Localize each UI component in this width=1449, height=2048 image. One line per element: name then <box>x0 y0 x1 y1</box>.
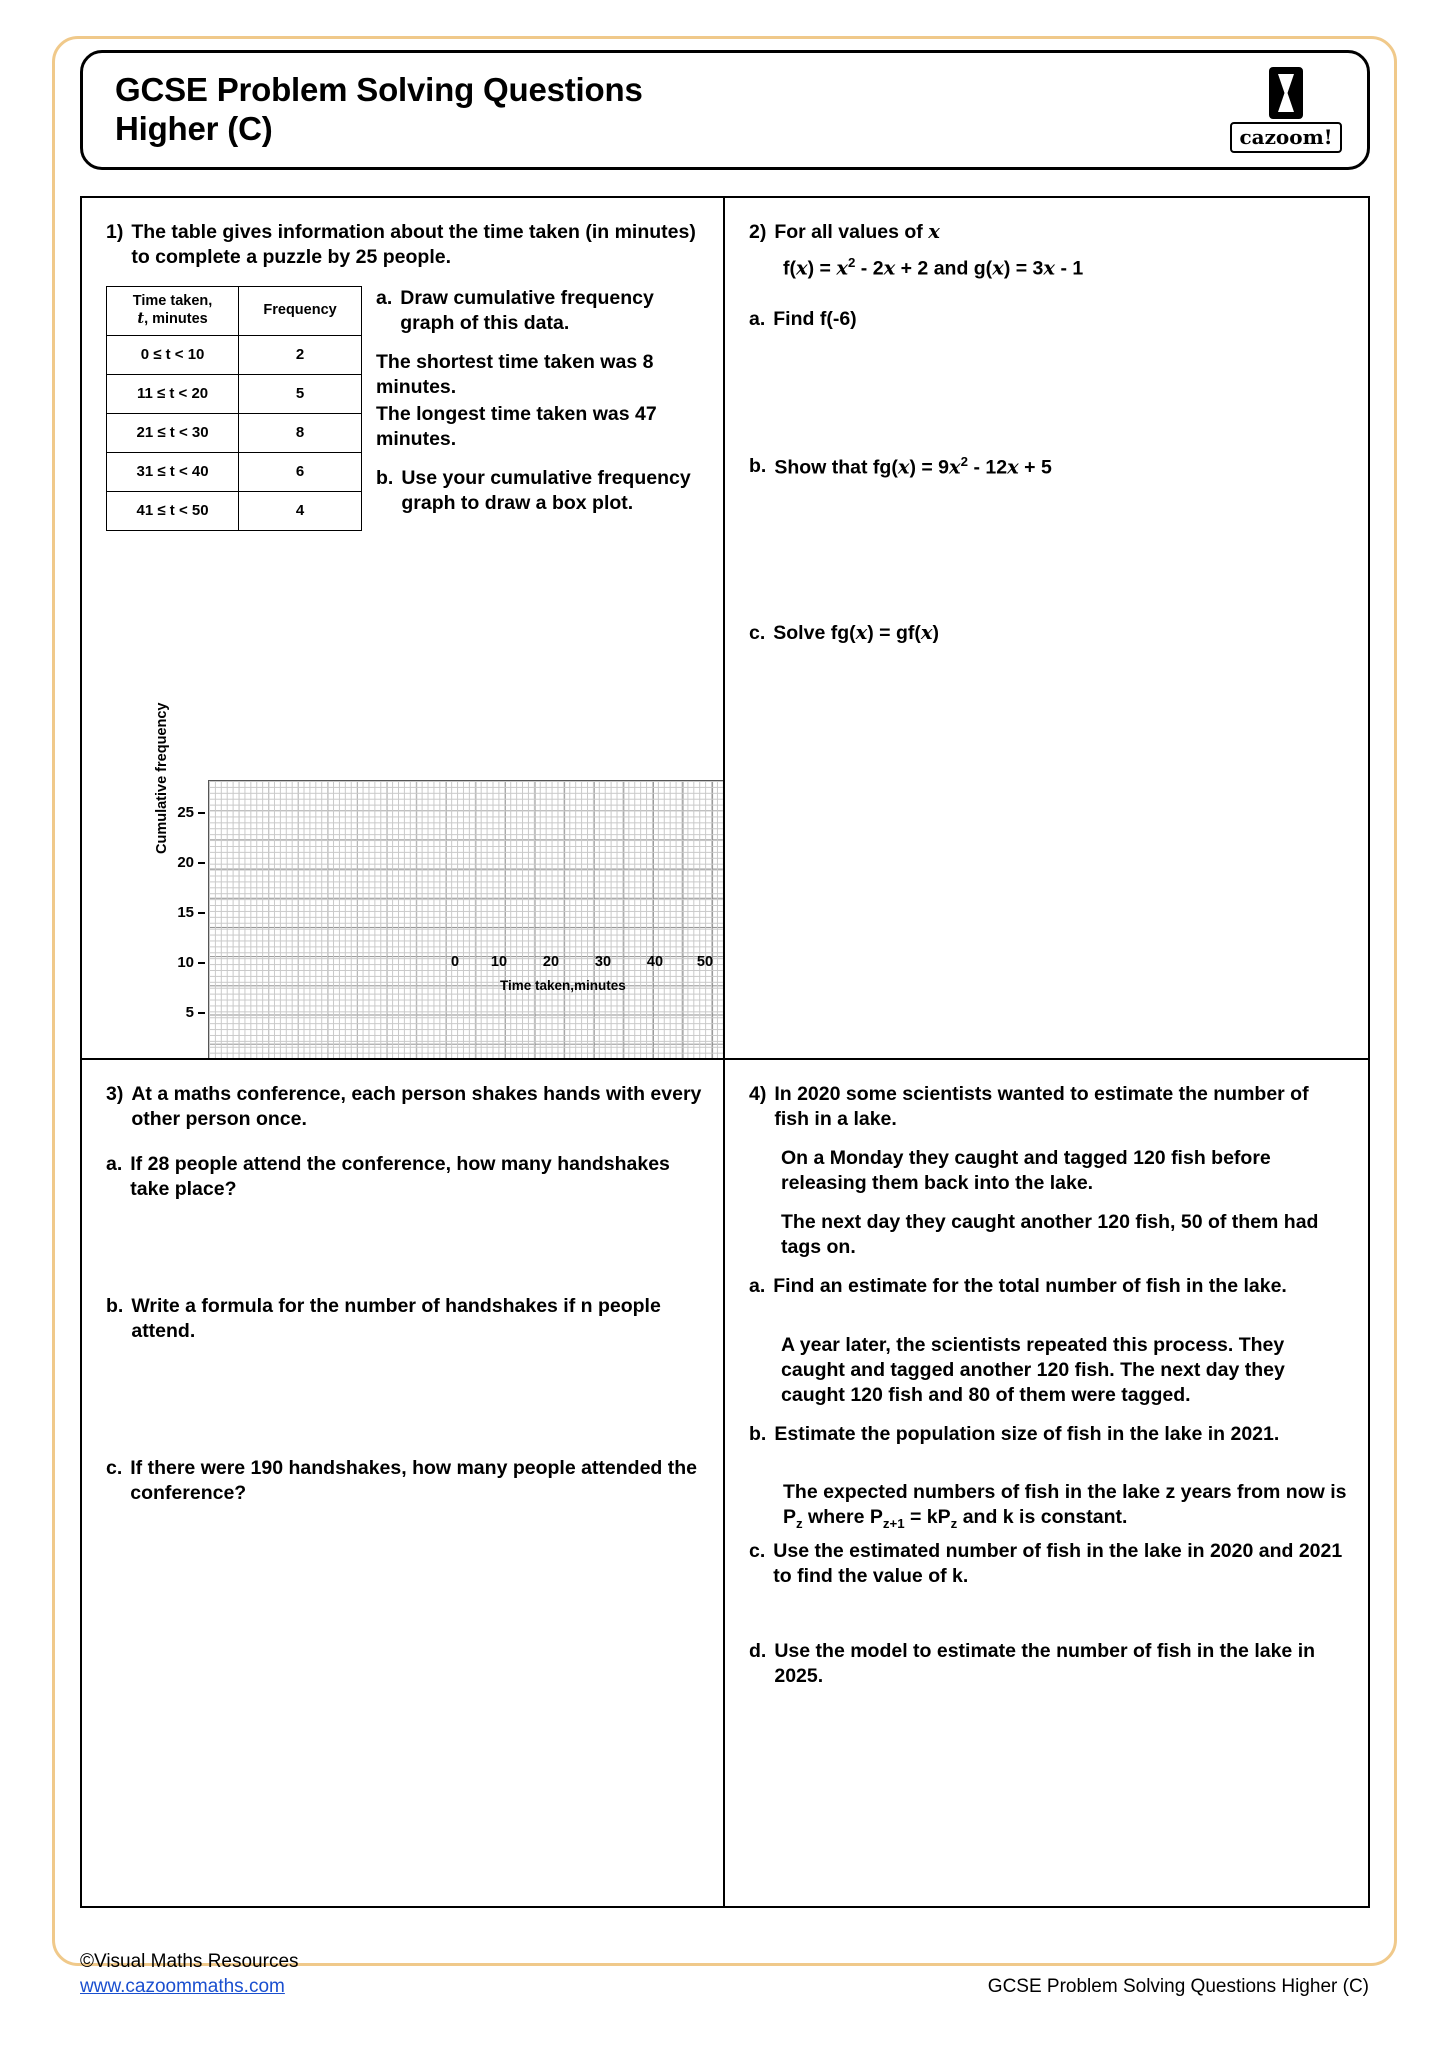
interval-cell: 31 ≤ t < 40 <box>107 452 239 491</box>
question-3-stem <box>106 1082 703 1132</box>
table-header-row <box>107 286 362 335</box>
hourglass-icon <box>1269 67 1303 119</box>
y-tickmark-20 <box>198 862 205 864</box>
part-b-text: Show that $fg(x) = 9x^2 - 12x + 5$ <box>774 454 1052 479</box>
part-a-text: Find an estimate for the total number of fish in the lake. <box>773 1274 1287 1297</box>
part-a-text: Find f(-6) <box>773 308 857 331</box>
question-1-note-2: The longest time taken was 47 minutes. <box>376 402 657 450</box>
question-1-part-b <box>376 466 703 516</box>
y-tick-25: 25 <box>177 804 194 821</box>
part-a-label: a. <box>106 1152 123 1175</box>
question-2-part-a <box>749 307 1348 332</box>
question-2-functions: $f(x) = x^2 - 2x + 2$ and g(x) = 3x - 1 <box>783 254 1084 280</box>
part-b-text: Use your cumulative frequency graph to draw a box plot. <box>401 466 691 514</box>
part-a-label: a. <box>376 286 393 309</box>
website-link[interactable]: www.cazoommaths.com <box>80 1976 285 1998</box>
footer-left <box>80 1949 299 2000</box>
info-4-mid-2: = kP <box>904 1506 951 1529</box>
question-4-cell <box>725 1060 1368 1906</box>
question-1-text: The table gives information about the time taken (in minutes) to complete a puzzle by 25 people. <box>131 221 696 268</box>
table-header-time-line1: Time taken, <box>132 292 213 309</box>
table-row <box>107 374 362 413</box>
info-4-sub-z: z <box>796 1516 803 1532</box>
y-tick-15: 15 <box>177 904 194 921</box>
question-3-part-a <box>106 1152 703 1202</box>
question-3-cell <box>82 1060 725 1906</box>
inner-x-tick-50: 50 <box>696 954 714 970</box>
table-row <box>107 452 362 491</box>
question-1-part-a <box>376 286 703 336</box>
question-2-cell <box>725 198 1368 1060</box>
inner-x-tick-20: 20 <box>542 954 560 970</box>
y-tickmark-10 <box>198 962 205 964</box>
logo-wordmark: cazoom! <box>1230 122 1341 153</box>
interval-cell: 21 ≤ t < 30 <box>107 413 239 452</box>
inner-x-tick-0: 0 <box>450 954 460 970</box>
part-b-label: b. <box>749 1422 767 1445</box>
question-4-text: In 2020 some scientists wanted to estimate the number of fish in a lake. <box>774 1083 1309 1130</box>
table-header-time-line2: t <box>137 310 145 328</box>
table-header-time: Time taken, t, minutes <box>107 286 239 335</box>
part-b-label: b. <box>749 455 767 478</box>
question-4-info-1: On a Monday they caught and tagged 120 fish before releasing them back into the lake. <box>781 1146 1271 1194</box>
y-axis-title: Cumulative frequency <box>154 702 170 854</box>
interval-cell: 0 ≤ t < 10 <box>107 335 239 374</box>
question-2-part-b <box>749 454 1348 480</box>
part-c-text: Solve fg(x) = gf(x) <box>773 620 940 644</box>
questions-grid <box>80 196 1370 1908</box>
question-3-part-c <box>106 1456 703 1506</box>
y-tick-20: 20 <box>177 854 194 871</box>
question-4-info-3: A year later, the scientists repeated this process. They caught and tagged another 120 fish. The next day they caught 120 fish and 80 of them were tagged. <box>781 1333 1285 1406</box>
inner-x-axis-label: Time taken,minutes <box>500 978 626 993</box>
question-1-cell <box>82 198 725 1060</box>
y-tickmark-15 <box>198 912 205 914</box>
question-1-body <box>106 286 703 531</box>
question-4-number: 4) <box>749 1083 767 1105</box>
cumulative-frequency-graph <box>154 702 725 1060</box>
footer-right: GCSE Problem Solving Questions Higher (C) <box>987 1976 1369 1997</box>
frequency-cell: 6 <box>239 452 362 491</box>
question-2-part-c <box>749 621 1348 646</box>
frequency-cell: 5 <box>239 374 362 413</box>
question-1-parts <box>376 286 703 516</box>
info-4-sub-z1: z+1 <box>882 1516 905 1532</box>
part-a-text: Draw cumulative frequency graph of this data. <box>400 286 654 334</box>
cazoom-logo <box>1231 67 1341 153</box>
page-title <box>115 71 643 149</box>
question-4-info-2: The next day they caught another 120 fish, 50 of them had tags on. <box>781 1210 1319 1258</box>
interval-cell: 41 ≤ t < 50 <box>107 491 239 530</box>
frequency-table <box>106 286 362 531</box>
y-tickmark-25 <box>198 812 205 814</box>
question-4-info-4 <box>783 1480 1348 1533</box>
part-c-label: c. <box>749 1540 766 1563</box>
frequency-cell: 4 <box>239 491 362 530</box>
part-a-text: If 28 people attend the conference, how many handshakes take place? <box>130 1152 670 1200</box>
part-b-label: b. <box>106 1294 124 1317</box>
table-row <box>107 413 362 452</box>
table-header-frequency: Frequency <box>239 286 362 335</box>
interval-cell: 11 ≤ t < 20 <box>107 374 239 413</box>
info-4-sub-z-2: z <box>950 1516 958 1532</box>
info-4-end: and k is constant. <box>957 1506 1128 1529</box>
y-tickmark-5 <box>198 1012 205 1014</box>
y-tick-5: 5 <box>185 1004 194 1021</box>
question-2-stem <box>749 220 1348 245</box>
question-1-number: 1) <box>106 221 124 243</box>
question-3-part-b <box>106 1294 703 1344</box>
part-c-label: c. <box>749 621 766 644</box>
question-2-number: 2) <box>749 221 767 243</box>
part-a-label: a. <box>749 308 766 331</box>
part-a-label: a. <box>749 1274 766 1297</box>
inner-x-tick-10: 10 <box>490 954 508 970</box>
question-4-part-c <box>749 1539 1348 1589</box>
worksheet-header <box>80 50 1370 170</box>
graph-grid <box>208 780 725 1060</box>
question-1-stem <box>106 220 703 270</box>
question-3-text: At a maths conference, each person shakes hands with every other person once. <box>131 1083 702 1130</box>
inner-x-tick-40: 40 <box>646 954 664 970</box>
info-4-pre: The expected numbers of fish in the lake z years from now is P <box>783 1481 1347 1529</box>
part-b-text: Estimate the population size of fish in the lake in 2021. <box>774 1422 1280 1445</box>
part-c-label: c. <box>106 1456 123 1479</box>
part-c-text: If there were 190 handshakes, how many people attended the conference? <box>130 1456 698 1504</box>
question-3-number: 3) <box>106 1083 124 1105</box>
table-row <box>107 335 362 374</box>
question-1-note-1: The shortest time taken was 8 minutes. <box>376 350 654 398</box>
question-4-part-d <box>749 1639 1348 1689</box>
title-line-1: GCSE Problem Solving Questions <box>115 71 643 109</box>
frequency-cell: 8 <box>239 413 362 452</box>
part-b-text: Write a formula for the number of handshakes if n people attend. <box>131 1294 661 1342</box>
part-d-label: d. <box>749 1640 767 1663</box>
y-tick-10: 10 <box>177 954 194 971</box>
table-row <box>107 491 362 530</box>
question-4-part-a <box>749 1274 1348 1299</box>
inner-x-tick-30: 30 <box>594 954 612 970</box>
info-4-mid-1: where P <box>802 1506 883 1529</box>
title-line-2: Higher (C) <box>115 110 273 147</box>
part-c-text: Use the estimated number of fish in the lake in 2020 and 2021 to find the value of k. <box>773 1540 1343 1588</box>
part-d-text: Use the model to estimate the number of fish in the lake in 2025. <box>774 1640 1316 1688</box>
frequency-cell: 2 <box>239 335 362 374</box>
question-4-stem <box>749 1082 1348 1132</box>
part-b-label: b. <box>376 466 394 489</box>
question-2-text: For all values of x <box>774 220 940 243</box>
copyright-text: ©Visual Maths Resources <box>80 1950 299 1972</box>
question-4-part-b <box>749 1422 1348 1447</box>
